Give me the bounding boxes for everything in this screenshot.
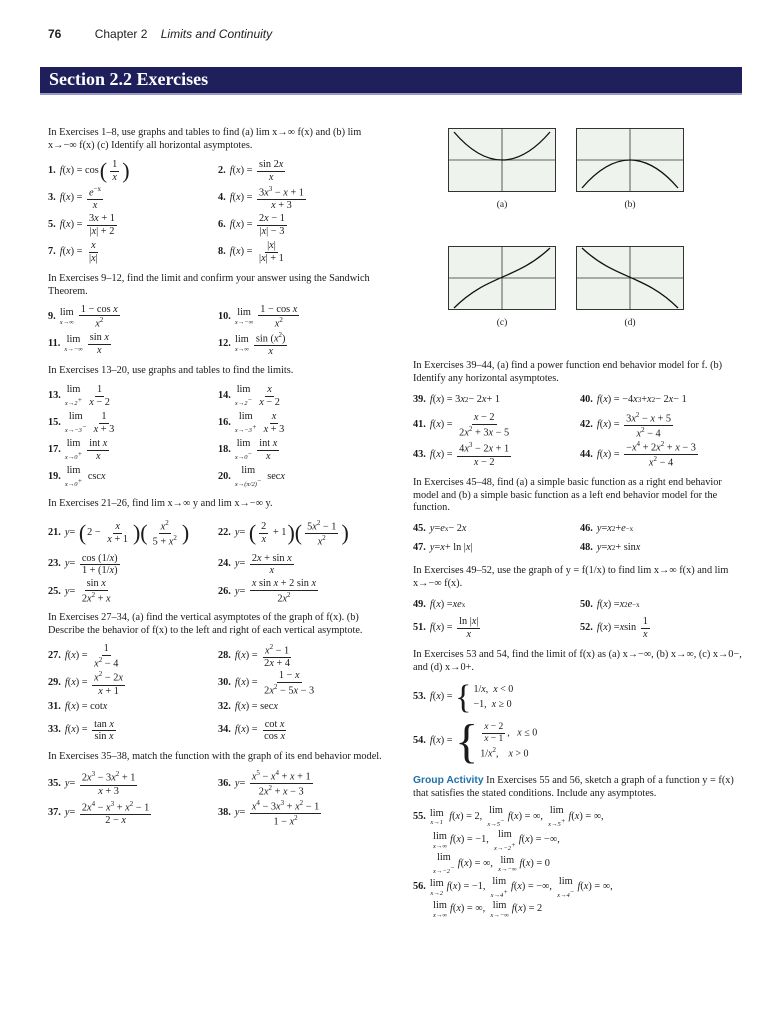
- group-activity: [413, 775, 747, 801]
- exercise-row: [413, 615, 747, 642]
- exercise-38: 38. y = $x^4 - 3x^3 + x^2 - 1$ $1 - x^2$: [218, 798, 320, 828]
- exercise-55: 55. lim x→1 f ( x ) = 2, lim x→5− f ( x ) = ∞, lim x→5+ f ( x ) = ∞, lim x→∞ f ( x ) = −1, lim x→−2+ f ( x ) = −∞, lim x→−2− f ( x ) = ∞, lim x→−∞ f ( x ) = 0: [413, 805, 604, 876]
- right-column: [413, 360, 747, 920]
- exercise-row: [48, 551, 388, 578]
- instructions-45-48: In Exercises 45–48, find (a) a simple basic function as a right end behavior model and (b) a simple basic function as a left end behavior model for the function.: [413, 476, 722, 514]
- exercise-row: [413, 440, 747, 470]
- exercise-41: 41. f ( x ) = x − 2 $2x^2 + 3x - 5$: [413, 411, 510, 439]
- exercise-row: [413, 520, 747, 539]
- exercise-37: 37. y = $2x^4 - x^3 + x^2 - 1$ 2 − x: [48, 799, 150, 827]
- exercise-row: [413, 411, 747, 441]
- exercise-25: 25. y = sin x $2x^2 + x$: [48, 578, 111, 605]
- exercise-48: 48. y = x 2 + sin x: [580, 542, 641, 554]
- instructions-13-20: In Exercises 13–20, use graphs and tables to find the limits.: [48, 364, 294, 376]
- exercise-row: [48, 437, 388, 464]
- exercise-row: [48, 670, 388, 697]
- exercise-53: 53. f ( x ) = { 1/x, x < 0 −1, x ≥ 0: [413, 678, 514, 716]
- exercise-35: 35. y = $2x^3 - 3x^2 + 1$ x + 3: [48, 770, 136, 797]
- instructions-39-44: In Exercises 39–44, (a) find a power function end behavior model for f. (b) Identify any horizontal asymptotes.: [413, 360, 723, 384]
- exercise-row: [48, 769, 388, 799]
- section-title: Section 2.2 Exercises: [49, 69, 209, 89]
- graph-b: [576, 128, 684, 192]
- exercise-row: [413, 539, 747, 558]
- exercise-29: 29. f ( x ) = $x^2 - 2x$ x + 1: [48, 670, 123, 697]
- exercise-row: [48, 578, 388, 605]
- exercise-21: 21. y = ( 2 − x x + 1 )( $x^2$ $5 + x^2$ ): [48, 518, 190, 548]
- graph-a: [448, 128, 556, 192]
- exercise-11: 11. lim x→−∞ sin x x: [48, 331, 109, 356]
- exercise-14: 14. lim x→2− $\frac{x}{x - 2}$: [218, 383, 280, 408]
- exercise-22: 22. y = ( 2 x + 1 )( $5x^2 - 1$ $x^2$ ): [218, 518, 349, 548]
- exercise-row: [48, 185, 388, 212]
- exercise-24: 24. y = 2x + sin x x: [218, 552, 292, 577]
- group-activity-label: Group Activity: [413, 774, 484, 786]
- graph-d: [576, 246, 684, 310]
- instructions-21-26: In Exercises 21–26, find lim x→∞ y and lim x→−∞ y.: [48, 497, 273, 509]
- caption-b: (b): [624, 200, 636, 210]
- exercise-20: 20. lim x→(π/2)− sec x: [218, 465, 285, 489]
- exercise-row: [48, 304, 388, 331]
- exercise-33: 33. f ( x ) = tan x sin x: [48, 718, 114, 743]
- group-activity-text: In Exercises 55 and 56, sketch a graph of a function y = f(x) that satisfies the stated conditions. Include any asymptotes.: [413, 774, 734, 799]
- exercise-51: 51. f ( x ) = ln |x| x: [413, 616, 479, 641]
- instructions-9-12: In Exercises 9–12, find the limit and confirm your answer using the Sandwich Theorem.: [48, 272, 370, 297]
- exercise-28: 28. f ( x ) = $x^2 - 1$ 2x + 4: [218, 643, 290, 670]
- exercise-7: 7. f ( x ) = x |x|: [48, 239, 98, 264]
- caption-d: (d): [624, 318, 636, 328]
- exercise-44: 44. f ( x ) = $-x^4 + 2x^2 + x - 3$ $x^2 - 4$: [580, 440, 696, 469]
- exercise-15: 15. lim x→−3− $\frac{1}{x + 3}$: [48, 410, 115, 435]
- exercise-8: 8. f ( x ) = |x| |x| + 1: [218, 239, 284, 264]
- exercise-46: 46. y = x 2 + e −x: [580, 523, 634, 535]
- exercise-2: 2. f ( x ) = sin 2x x: [218, 158, 284, 183]
- exercise-23: 23. y = cos (1/x) 1 + (1/x): [48, 552, 118, 577]
- exercise-row: [48, 515, 388, 551]
- caption-c: (c): [496, 318, 508, 328]
- exercise-54: 54. f ( x ) = { $\frac{x - 2}{x - 1}$ , x ≤ 0 $1/x^2$, x > 0: [413, 714, 538, 768]
- exercise-56: 56. lim x→2 f ( x ) = −1, lim x→4+ f ( x ) = −∞, lim x→4− f ( x ) = ∞, lim x→∞ f ( x ) = ∞, lim x→−∞ f ( x ) = 2: [413, 876, 613, 919]
- exercise-49: 49. f ( x ) = xe x: [413, 599, 466, 611]
- exercise-13: 13. lim x→2+ $\frac{1}{x - 2}$: [48, 383, 110, 408]
- exercise-19: 19. lim x→0+ csc x: [48, 465, 106, 489]
- exercise-39: 39. f ( x ) = 3 x 2 − 2 x + 1: [413, 394, 501, 406]
- exercise-6: 6. f ( x ) = 2x − 1 |x| − 3: [218, 212, 285, 237]
- exercise-17: 17. lim x→0+ int x x: [48, 437, 108, 462]
- end-behavior-graphs: [448, 128, 688, 356]
- instructions-49-52: In Exercises 49–52, use the graph of y = f(1/x) to find lim x→∞ f(x) and lim x→−∞ f(x).: [413, 565, 729, 590]
- instructions-1-8: In Exercises 1–8, use graphs and tables to find (a) lim x→∞ f(x) and (b) lim x→−∞ f(x) (c) Identify all horizontal asymptotes.: [48, 127, 362, 151]
- exercise-40: 40. f ( x ) = −4 x 3 + x 2 − 2 x − 1: [580, 394, 687, 406]
- exercise-9: 9. lim x→∞ 1 − cos x $x^2$: [48, 303, 118, 330]
- caption-a: (a): [496, 200, 508, 210]
- exercise-row: [48, 643, 388, 670]
- exercise-row: [48, 799, 388, 829]
- exercise-31: 31. f ( x ) = cot x: [48, 700, 108, 712]
- exercise-43: 43. f ( x ) = $4x^3 - 2x + 1$ x − 2: [413, 441, 510, 468]
- exercise-row: [48, 212, 388, 239]
- instructions-27-34: In Exercises 27–34, (a) find the vertical asymptotes of the graph of f(x). (b) Describe the behavior of f(x) to the left and right of each vertical asymptote.: [48, 612, 363, 637]
- exercise-1: 1. f ( x ) = cos ( 1 x ): [48, 158, 130, 184]
- instructions-35-38: In Exercises 35–38, match the function with the graph of its end behavior model.: [48, 751, 382, 763]
- exercise-row: [48, 239, 388, 266]
- chapter-label: Chapter 2: [94, 27, 148, 41]
- exercise-12: 12. lim x→∞ $\sin (x^2)$ x: [218, 330, 286, 357]
- exercise-36: 36. y = $x^5 - x^4 + x + 1$ $2x^2 + x - 3$: [218, 769, 311, 798]
- exercise-30: 30. f ( x ) = 1 − x $2x^2 - 5x - 3$: [218, 670, 315, 697]
- exercise-row: [48, 383, 388, 410]
- left-column: [48, 127, 388, 828]
- exercise-52: 52. f ( x ) = x sin 1 x: [580, 616, 648, 641]
- exercise-row: [48, 717, 388, 744]
- exercise-50: 50. f ( x ) = x 2 e −x: [580, 599, 640, 611]
- exercise-34: 34. f ( x ) = cot x cos x: [218, 718, 286, 743]
- chapter-title: Limits and Continuity: [160, 27, 273, 41]
- exercise-18: 18. lim x→0− int x x: [218, 437, 278, 462]
- exercise-42: 42. f ( x ) = $3x^2 - x + 5$ $x^2 - 4$: [580, 410, 672, 440]
- exercise-row: [413, 391, 747, 411]
- running-header: [48, 27, 272, 47]
- exercise-row: [48, 158, 388, 185]
- exercise-row: [48, 410, 388, 437]
- exercise-16: 16. lim x→−3+ $\frac{x}{x + 3}$: [218, 410, 285, 435]
- exercise-26: 26. y = x sin x + 2 sin x $2x^2$: [218, 578, 317, 605]
- instructions-53-54: In Exercises 53 and 54, find the limit of f(x) as (a) x→−∞, (b) x→∞, (c) x→0−, and (d) x→0+.: [413, 649, 742, 673]
- exercise-row: [48, 697, 388, 717]
- exercise-3: 3. f ( x ) = $e^{-x}$ x: [48, 184, 102, 211]
- section-banner: [40, 67, 742, 95]
- exercise-5: 5. f ( x ) = 3x + 1 |x| + 2: [48, 212, 115, 237]
- exercise-45: 45. y = e x − 2 x: [413, 523, 467, 535]
- exercise-row: [48, 464, 388, 491]
- exercise-27: 27. f ( x ) = 1 $x^2 - 4$: [48, 643, 119, 670]
- graph-c: [448, 246, 556, 310]
- exercise-32: 32. f ( x ) = sec x: [218, 700, 278, 712]
- exercise-47: 47. y = x + ln | x |: [413, 542, 473, 554]
- page-number: 76: [48, 27, 62, 41]
- exercise-row: [413, 596, 747, 615]
- exercise-4: 4. f ( x ) = $3x^3 - x + 1$ x + 3: [218, 184, 304, 211]
- exercise-row: [48, 331, 388, 358]
- exercise-10: 10. lim x→−∞ 1 − cos x $x^2$: [218, 303, 298, 330]
